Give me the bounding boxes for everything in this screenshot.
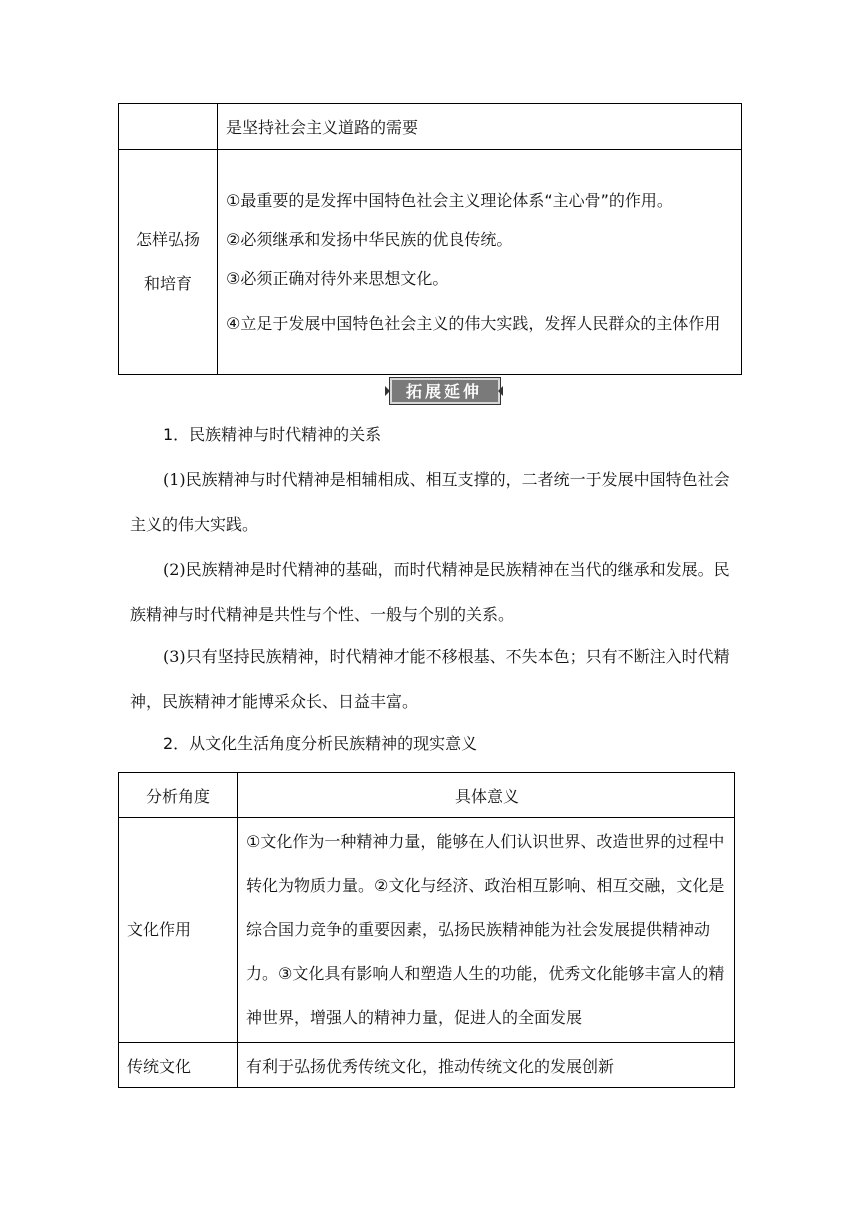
column-header: 具体意义 <box>238 773 735 818</box>
table-why-how-national-spirit <box>118 103 742 375</box>
table-cell-list <box>218 150 742 375</box>
table-row <box>119 104 742 150</box>
paragraph-number: (1) <box>163 470 186 489</box>
paragraph <box>130 547 732 637</box>
paragraph-number: (3) <box>163 647 186 666</box>
table-cell-label: 文化作用 <box>119 818 238 1043</box>
table-cell-label: 传统文化 <box>119 1043 238 1088</box>
list-item: ③必须正确对待外来思想文化。 <box>226 269 449 288</box>
section-banner <box>385 375 503 405</box>
table-cell-text: 是坚持社会主义道路的需要 <box>218 104 742 150</box>
table-header-row <box>119 773 735 818</box>
paragraph-number: (2) <box>163 560 186 579</box>
table-row <box>119 1043 735 1088</box>
table-row <box>119 150 742 375</box>
column-header: 分析角度 <box>119 773 238 818</box>
heading-text: 1．民族精神与时代精神的关系 <box>163 425 382 444</box>
paragraph-text: 民族精神与时代精神是相辅相成、相互支撑的，二者统一于发展中国特色社会主义的伟大实践。 <box>130 470 730 534</box>
label-line: 怎样弘扬 <box>135 230 200 249</box>
table-cell-text: ①文化作为一种精神力量，能够在人们认识世界、改造世界的过程中转化为物质力量。②文化与经济、政治相互影响、相互交融，文化是综合国力竞争的重要因素，弘扬民族精神能为社会发展提供精神动力。③文化具有影响人和塑造人生的功能，优秀文化能够丰富人的精神世界，增强人的精神力量，促进人的全面发展 <box>238 818 735 1043</box>
table-cell-text: 有利于弘扬优秀传统文化，推动传统文化的发展创新 <box>238 1043 735 1088</box>
list-item: ②必须继承和发扬中华民族的优良传统。 <box>226 230 513 249</box>
paragraph <box>130 634 732 724</box>
table-cell-label <box>119 150 218 375</box>
list-item: ④立足于发展中国特色社会主义的伟大实践，发挥人民群众的主体作用 <box>226 314 721 333</box>
banner-label: 拓展延伸 <box>405 382 482 401</box>
paragraph-text: 民族精神是时代精神的基础，而时代精神是民族精神在当代的继承和发展。民族精神与时代精神是共性与个性、一般与个别的关系。 <box>130 560 730 624</box>
list-item: ①最重要的是发挥中国特色社会主义理论体系“主心骨”的作用。 <box>226 191 673 210</box>
table-practical-significance <box>118 772 735 1088</box>
paragraph-text: 只有坚持民族精神，时代精神才能不移根基、不失本色；只有不断注入时代精神，民族精神才能博采众长、日益丰富。 <box>130 647 730 711</box>
table-row <box>119 818 735 1043</box>
label-line: 和培育 <box>143 274 192 293</box>
heading-text: 2．从文化生活角度分析民族精神的现实意义 <box>163 734 478 753</box>
section-heading <box>130 721 732 766</box>
section-heading <box>130 412 732 457</box>
paragraph <box>130 457 732 547</box>
table-cell-empty <box>119 104 218 150</box>
arrow-right-icon <box>498 386 503 396</box>
